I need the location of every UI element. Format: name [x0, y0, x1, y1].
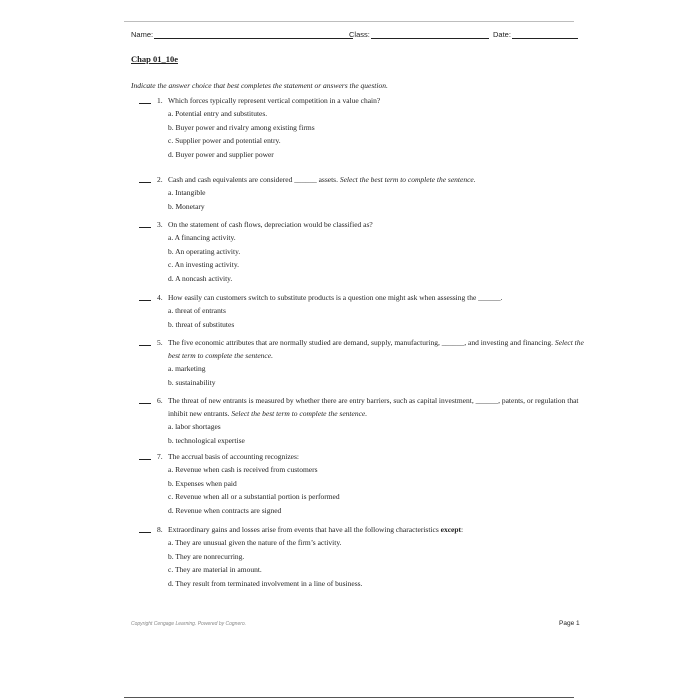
answer-option: b. threat of substitutes	[168, 319, 235, 329]
question-text: Cash and cash equivalents are considered ______ assets. Select the best term to complete the sentence.	[168, 175, 476, 184]
answer-option: d. Revenue when contracts are signed	[168, 506, 282, 516]
name-line[interactable]	[154, 30, 353, 39]
question-4	[139, 291, 589, 331]
question-3	[139, 218, 589, 286]
question-number: 8.	[157, 525, 163, 534]
copyright-footer: Copyright Cengage Learning. Powered by Cognero.	[131, 621, 247, 627]
answer-option: a. Revenue when cash is received from customers	[168, 465, 318, 474]
class-field[interactable]	[349, 30, 489, 39]
answer-blank[interactable]	[139, 450, 151, 460]
question-text: How easily can customers switch to substitute products is a question one might ask when assessing the ______.	[168, 293, 503, 302]
answer-blank[interactable]	[139, 523, 151, 533]
answer-blank[interactable]	[139, 336, 151, 346]
date-line[interactable]	[512, 30, 578, 39]
question-2	[139, 173, 589, 213]
question-text: Which forces typically represent vertical competition in a value chain?	[168, 96, 381, 105]
question-7	[139, 450, 589, 518]
answer-option: c. Revenue when all or a substantial portion is performed	[168, 492, 340, 502]
answer-option: b. Expenses when paid	[168, 478, 237, 488]
question-number: 5.	[157, 338, 163, 347]
answer-option: a. threat of entrants	[168, 306, 226, 315]
answer-blank[interactable]	[139, 394, 151, 404]
chapter-title: Chap 01_10e	[131, 54, 178, 64]
question-number: 2.	[157, 175, 163, 184]
bottom-rule	[124, 697, 574, 698]
answer-option: b. An operating activity.	[168, 246, 241, 256]
answer-option: a. marketing	[168, 364, 206, 373]
answer-option: b. Monetary	[168, 201, 205, 211]
name-label: Name:	[131, 30, 154, 39]
answer-option: c. They are material in amount.	[168, 565, 262, 575]
class-line[interactable]	[371, 30, 489, 39]
answer-option: c. An investing activity.	[168, 260, 239, 270]
answer-option: a. Potential entry and substitutes.	[168, 109, 268, 118]
question-5	[139, 336, 589, 389]
question-number: 7.	[157, 452, 163, 461]
page-number: Page 1	[559, 620, 580, 627]
question-text: The threat of new entrants is measured by whether there are entry barriers, such as capital investment, ______, patents, or regulation that inhibit new entrants. Select the best term to complete the sentence.	[168, 396, 579, 418]
answer-blank[interactable]	[139, 94, 151, 104]
answer-option: d. A noncash activity.	[168, 274, 233, 284]
question-number: 3.	[157, 220, 163, 229]
date-field[interactable]	[493, 30, 578, 39]
answer-blank[interactable]	[139, 173, 151, 183]
question-6	[139, 394, 589, 447]
question-1	[139, 94, 589, 162]
answer-option: a. A financing activity.	[168, 233, 236, 242]
student-header	[131, 30, 581, 44]
question-number: 4.	[157, 293, 163, 302]
answer-blank[interactable]	[139, 291, 151, 301]
question-8	[139, 523, 589, 591]
instructions: Indicate the answer choice that best completes the statement or answers the question.	[131, 81, 388, 90]
answer-option: d. They result from terminated involvement in a line of business.	[168, 579, 363, 589]
answer-option: a. labor shortages	[168, 422, 221, 431]
question-text: The accrual basis of accounting recognizes:	[168, 452, 299, 461]
question-number: 1.	[157, 96, 163, 105]
date-label: Date:	[493, 30, 511, 39]
answer-option: b. sustainability	[168, 377, 216, 387]
question-text: Extraordinary gains and losses arise from events that have all the following characteristics except:	[168, 525, 464, 534]
class-label: Class:	[349, 30, 370, 39]
answer-option: b. They are nonrecurring.	[168, 551, 245, 561]
name-field[interactable]	[131, 30, 353, 39]
question-number: 6.	[157, 396, 163, 405]
answer-option: b. Buyer power and rivalry among existing firms	[168, 122, 315, 132]
answer-option: d. Buyer power and supplier power	[168, 150, 274, 160]
answer-option: b. technological expertise	[168, 435, 245, 445]
top-rule	[124, 21, 574, 22]
question-text: The five economic attributes that are normally studied are demand, supply, manufacturing, ______, and investing and financing. Select the best term to complete the sentence.	[168, 338, 584, 360]
question-text: On the statement of cash flows, depreciation would be classified as?	[168, 220, 373, 229]
answer-option: a. They are unusual given the nature of the firm’s activity.	[168, 538, 342, 547]
answer-option: c. Supplier power and potential entry.	[168, 136, 281, 146]
answer-blank[interactable]	[139, 218, 151, 228]
answer-option: a. Intangible	[168, 188, 206, 197]
